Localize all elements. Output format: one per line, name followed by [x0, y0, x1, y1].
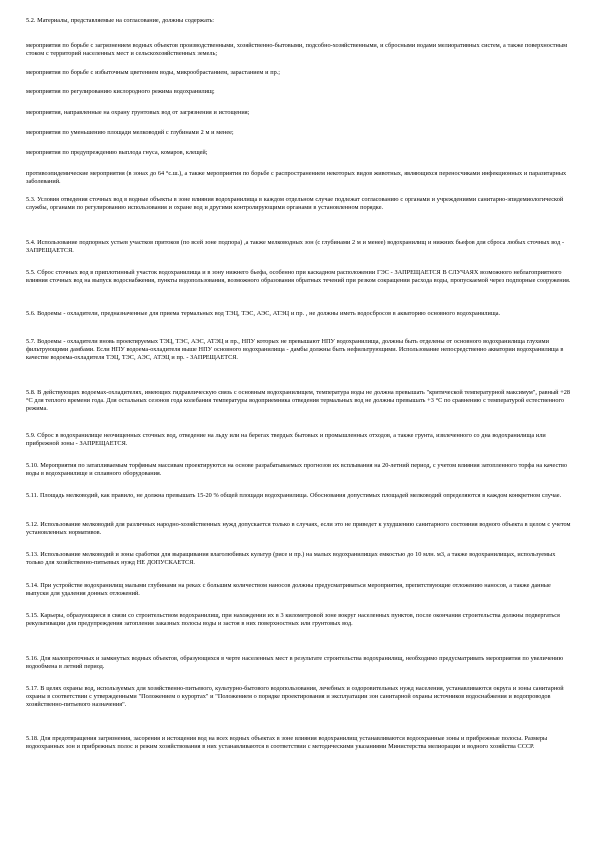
paragraph-5-3: 5.3. Условия отведения сточных вод в водные объекты в зоне влияния водохранилища в каждом отдельном случае подлежат согласованию с органами и учреждениями санитарно-эпидемиологической службы, органами по регулированию использования и охране вод и другими контролирующими органами в установленном порядке. [26, 196, 564, 212]
paragraph-pollution-measures: мероприятия по борьбе с загрязнением водных объектов производственными, хозяйственно-бытовыми, подсобно-хозяйственными, и сбросными водами мелиоративных систем, а также поверхностным стоком с территорий населенных мест и сельскохозяйственных земель; [26, 42, 568, 58]
paragraph-5-4: 5.4. Использование подпорных устьев участков притоков (по всей зоне подпора) ,а также мелководных зон (с глубинами 2 м и менее) водохранилищ и нижних бьефов для сброса любых сточных вод - ЗАПРЕЩАЕТСЯ. [26, 239, 565, 255]
paragraph-5-13: 5.13. Использование мелководий и зоны сработки для выращивания влаголюбивых культур (рисе и пр.) на малых водохранилищах емкостью до 10 млн. м3, а также водохранилищах, используемых только для хозяйственно-питьевых нужд НЕ ДОПУСКАЕТСЯ. [26, 551, 556, 567]
paragraph-5-15: 5.15. Карьеры, образующиеся в связи со строительством водохранилищ, при нахождении их в 3 километровой зоне вокруг населенных пунктов, после окончания строительства должны подвергаться рекультивации для предупреждения затопления заказных полосы воды и застоя в них поверхностных или грунтовых вод. [26, 612, 560, 628]
paragraph-5-2-heading: 5.2. Материалы, представляемые на согласование, должны содержать: [26, 17, 215, 24]
paragraph-5-14: 5.14. При устройстве водохранилищ малыми глубинами на реках с большим количеством наносов должны предусматриваться мероприятия, препятствующие отложению наносов, а также данные выпуски для удаления донных отложений. [26, 582, 551, 598]
paragraph-oxygen-measures: мероприятия по регулированию кислородного режима водохранилищ; [26, 88, 215, 95]
paragraph-5-11: 5.11. Площадь мелководий, как правило, не должна превышать 15-20 % общей площади водохранилища. Обоснования допустимых площадей мелководий определяются в каждом конкретном случае. [26, 492, 562, 499]
paragraph-5-9: 5.9. Сброс в водохранилище неочищенных сточных вод, отведение на льду или на берегах твердых бытовых и промышленных отходов, а также грунта, извлеченного со дна водохранилища или прибрежной зоны - ЗАПРЕЩАЕТСЯ. [26, 432, 546, 448]
paragraph-5-12: 5.12. Использование мелководий для различных народно-хозяйственных нужд допускается только в случаях, если это не приведет к ухудшению санитарного состояния водного объекта в целом с учетом установленных нормативов. [26, 521, 571, 537]
paragraph-shallow-measures: мероприятия по уменьшению площади мелководий с глубинами 2 м и менее; [26, 129, 234, 136]
paragraph-5-6: 5.6. Водоемы - охладители, предназначенные для приема термальных вод ТЭЦ, ТЭС, АЭС, АТЭЦ и пр. , не должны иметь водосбросов в акваторию основного водохранилища. [26, 310, 501, 317]
paragraph-5-7: 5.7. Водоемы - охладители вновь проектируемых ТЭЦ, ТЭС, АЭС, АТЭЦ и пр., НПУ которых не превышают НПУ водохранилища, должны быть отделены от основного водохранилища глухими фильтрующими дамбами. Если НПУ водоема-охладителя выше НПУ основного водохранилища - дамбы должны быть нефильтрующими. Использование непосредственно акватории водохранилища в качестве водоема-охладителя ТЭЦ, ТЭС, АЭС, АТЭЦ и пр. - ЗАПРЕЩАЕТСЯ. [26, 338, 564, 362]
paragraph-5-18: 5.18. Для предотвращения загрязнения, засорения и истощения вод на всех водных объектах в зоне влияния водохранилищ устанавливаются водоохранные зоны и прибрежные полосы. Размеры водоохранных зон и прибрежных полос и режим хозяйствования в них устанавливаются в соответствии с методическими указаниями Министерства мелиорации и водного хозяйства СССР. [26, 735, 548, 751]
paragraph-bloom-measures: мероприятия по борьбе с избыточным цветением воды, микрообрастанием, зарастанием и пр.; [26, 69, 280, 76]
paragraph-5-16: 5.16. Для малопроточных и замкнутых водных объектов, образующихся в черте населенных мест в результате строительства водохранилищ, необходимо предусматривать мероприятия по увеличению водообмена в летний период. [26, 655, 564, 671]
paragraph-5-5: 5.5. Сброс сточных вод в приплотинный участок водохранилища и в зону нижнего бьефа, особенно при каскадном расположении ГЭС - ЗАПРЕЩАЕТСЯ В СЛУЧАЯХ возможного неблагоприятного влияния сточных вод на выпуск водоснабжения, пункты водопользования, возможного образования обратных течений при резком сокращении расхода воды, пропускаемой через подпорные сооружения. [26, 269, 571, 285]
paragraph-insect-measures: мероприятия по предупреждению выплода гнуса, комаров, клещей; [26, 149, 208, 156]
paragraph-5-8: 5.8. В действующих водоемах-охладителях, имеющих гидравлическую связь с основным водохранилищем, температура воды не должна превышать "критической температурной максимум", равный +28 °С для теплого времени года. Для остальных сезонов года колебания температуры водоприемника отведения термальных вод не должны превышать +3 °С по сравнению с температурой естественного режима. [26, 389, 571, 413]
paragraph-groundwater-measures: мероприятия, направленные на охрану грунтовых вод от загрязнения и истощения; [26, 109, 250, 116]
paragraph-5-17: 5.17. В целях охраны вод, используемых для хозяйственно-питьевого, культурно-бытового водопользования, лечебных и оздоровительных нужд населения, устанавливаются округа и зоны санитарной охраны в соответствии с утвержденными "Положением о курортах" и "Положением о порядке проектирования и эксплуатации зон санитарной охраны источников водоснабжения и водопроводов хозяйственно-питьевого назначения". [26, 685, 564, 709]
paragraph-epidemic-measures: противоэпидемические мероприятия (в зонах до 64 °с.ш.), а также мероприятия по борьбе с распространением некоторых видов животных, являющихся переносчиками инфекционных и паразитарных заболеваний. [26, 170, 567, 186]
paragraph-5-10: 5.10. Мероприятия по затапливаемым торфяным массивам проектируются на основе разрабатываемых прогнозов их всплывания на 20-летний период, с учетом влияния затопленного торфа на качество воды в водохранилище и сплавного оборудования. [26, 462, 568, 478]
